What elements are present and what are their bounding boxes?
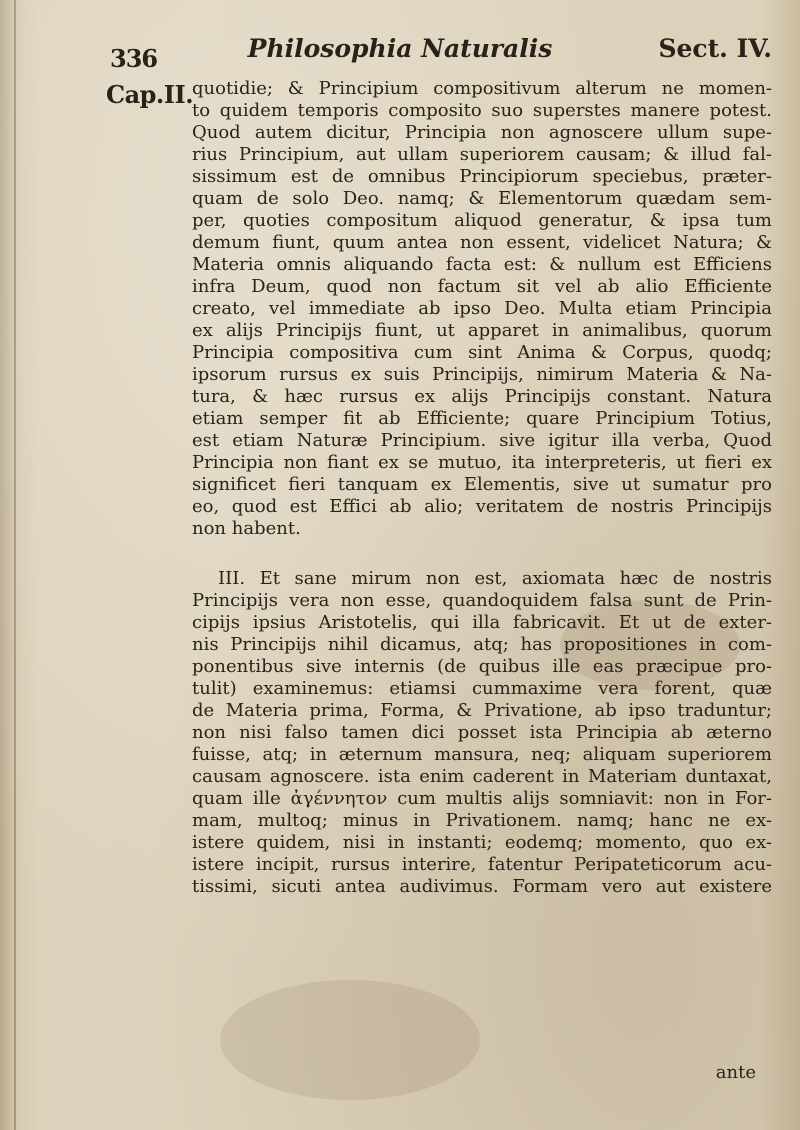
text-line: Quod autem dicitur, Principia non agnoscere ullum supe- [192,122,772,143]
text-line: infra Deum, quod non factum sit vel ab alio Efficiente [192,276,772,297]
text-line: Principijs vera non esse, quandoquidem falsa sunt de Prin- [192,590,772,611]
text-line: significet fieri tanquam ex Elementis, sive ut sumatur pro [192,474,772,495]
text-line: quam de solo Deo. namq; & Elementorum quædam sem- [192,188,772,209]
text-line: creato, vel immediate ab ipso Deo. Multa etiam Principia [192,298,772,319]
text-line: sissimum est de omnibus Principiorum speciebus, præter- [192,166,772,187]
page-number: 336 [110,44,158,73]
text-line: fuisse, atq; in æternum mansura, neq; aliquam superiorem [192,744,772,765]
text-line: III. Et sane mirum non est, axiomata hæc de nostris [218,568,772,589]
text-line: de Materia prima, Forma, & Privatione, ab ipso traduntur; [192,700,772,721]
text-line: per, quoties compositum aliquod generatur, & ipsa tum [192,210,772,231]
text-line: cipijs ipsius Aristotelis, qui illa fabricavit. Et ut de exter- [192,612,772,633]
paragraph-break [192,540,772,568]
text-line: nis Principijs nihil dicamus, atq; has propositiones in com- [192,634,772,655]
gutter-edge [14,0,16,1130]
text-line: ipsorum rursus ex suis Principijs, nimirum Materia & Na- [192,364,772,385]
body-text [192,78,772,898]
text-line: istere incipit, rursus interire, fatentur Peripateticorum acu- [192,854,772,875]
paper-stain [220,980,480,1100]
catchword: ante [715,1062,756,1083]
chapter-margin-note: Cap.II. [106,80,194,109]
text-line: causam agnoscere. ista enim caderent in Materiam duntaxat, [192,766,772,787]
text-line: tissimi, sicuti antea audivimus. Formam vero aut existere [192,876,772,897]
text-line: demum fiunt, quum antea non essent, videlicet Natura; & [192,232,772,253]
text-line: to quidem temporis composito suo superstes manere potest. [192,100,772,121]
text-line: quam ille ἀγέννητον cum multis alijs somniavit: non in For- [192,788,772,809]
text-line: etiam semper fit ab Efficiente; quare Principium Totius, [192,408,772,429]
text-line: Principia compositiva cum sint Anima & Corpus, quodq; [192,342,772,363]
page-header [0,0,800,80]
text-line: Materia omnis aliquando facta est: & nullum est Efficiens [192,254,772,275]
running-head: Philosophia Naturalis [247,34,553,63]
text-line: rius Principium, aut ullam superiorem causam; & illud fal- [192,144,772,165]
text-line: non habent. [192,518,301,539]
text-line: istere quidem, nisi in instanti; eodemq; momento, quo ex- [192,832,772,853]
text-line: Principia non fiant ex se mutuo, ita interpreteris, ut fieri ex [192,452,772,473]
text-line: ex alijs Principijs fiunt, ut apparet in animalibus, quorum [192,320,772,341]
text-line: tura, & hæc rursus ex alijs Principijs constant. Natura [192,386,772,407]
text-line: ponentibus sive internis (de quibus ille eas præcipue pro- [192,656,772,677]
text-line: non nisi falso tamen dici posset ista Principia ab æterno [192,722,772,743]
text-line: tulit) examinemus: etiamsi cummaxime vera forent, quæ [192,678,772,699]
section-mark: Sect. IV. [658,34,772,63]
text-line: eo, quod est Effici ab alio; veritatem de nostris Principijs [192,496,772,517]
text-line: quotidie; & Principium compositivum alterum ne momen- [192,78,772,99]
text-line: mam, multoq; minus in Privationem. namq; hanc ne ex- [192,810,772,831]
text-line: est etiam Naturæ Principium. sive igitur illa verba, Quod [192,430,772,451]
